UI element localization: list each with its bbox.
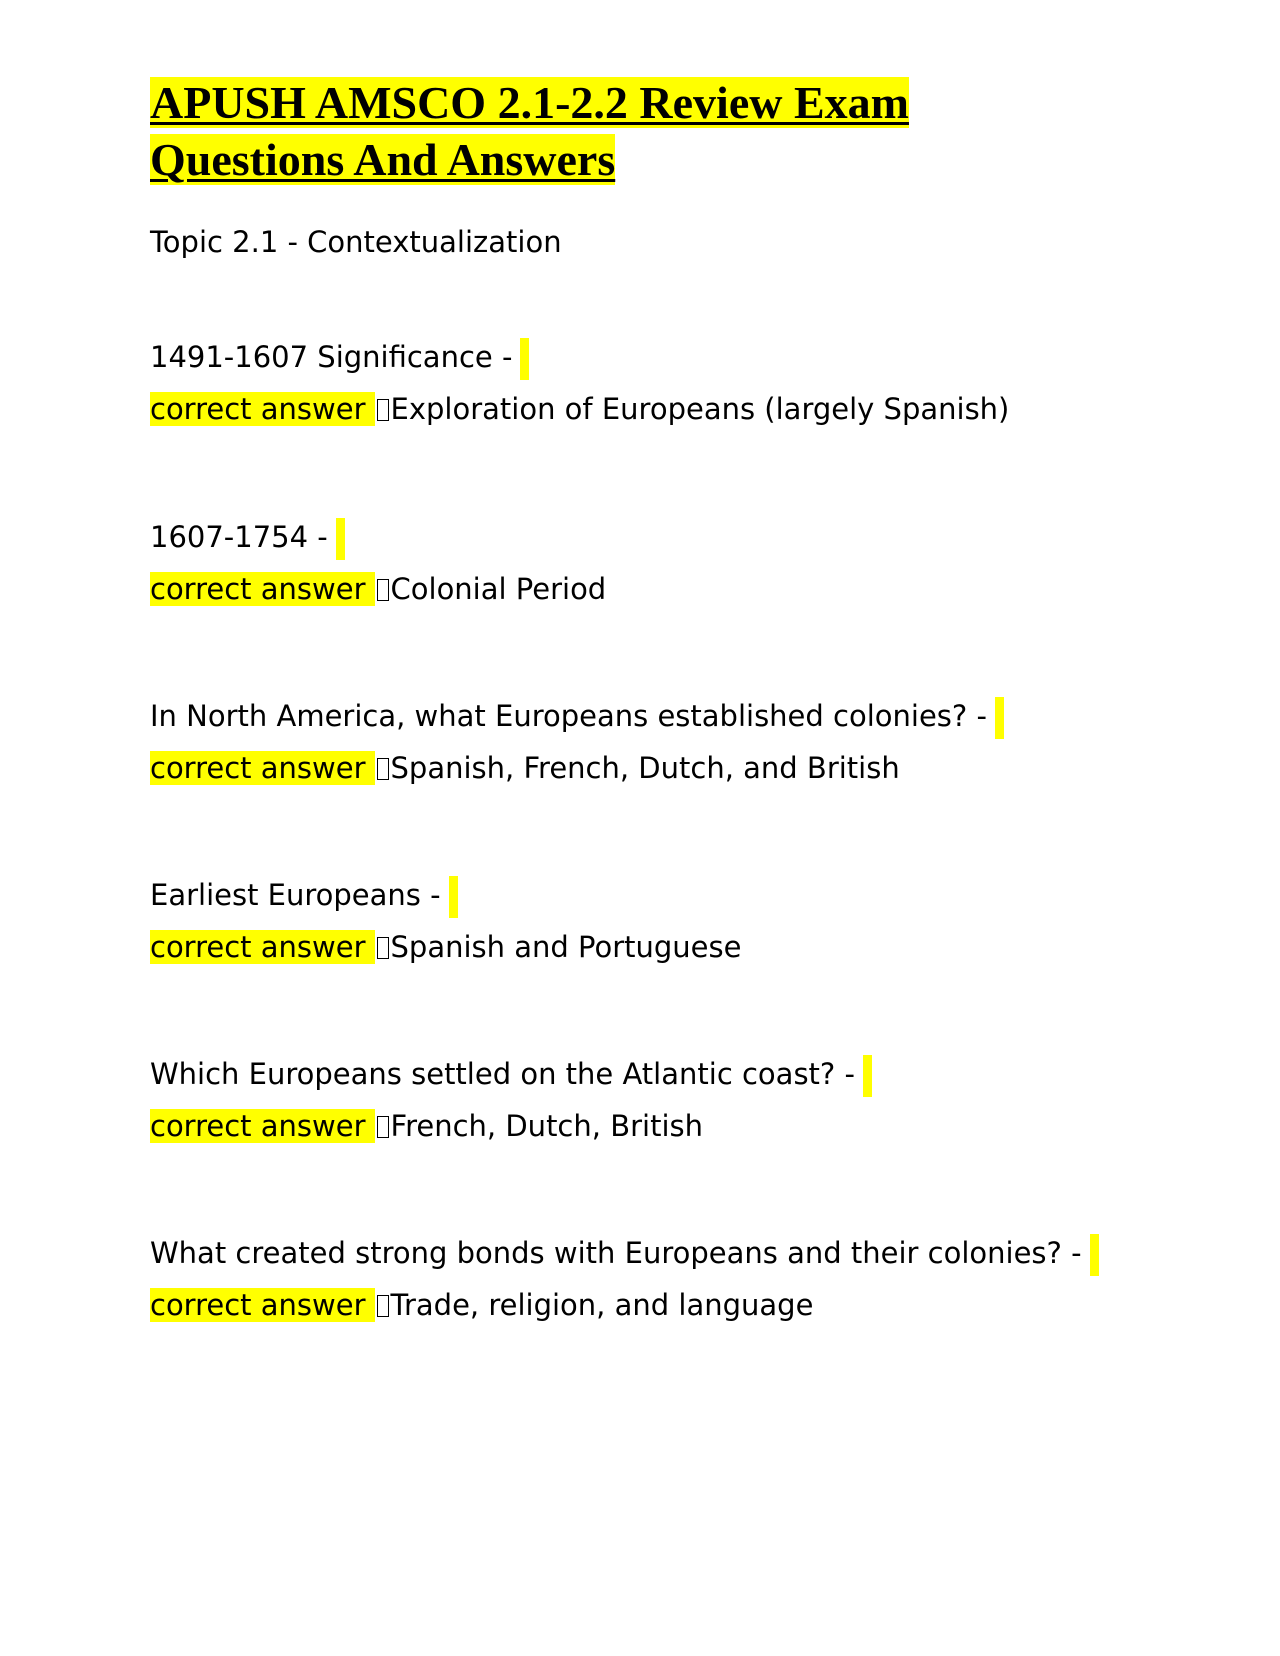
answer-line	[150, 1278, 1150, 1332]
question-line	[150, 332, 1150, 382]
question-line	[150, 1228, 1150, 1278]
question-line	[150, 691, 1150, 741]
answer-line	[150, 741, 1150, 795]
highlight-marker	[449, 876, 458, 918]
answer-line	[150, 1099, 1150, 1153]
highlight-marker	[863, 1055, 872, 1097]
answer-text: Colonial Period	[390, 572, 607, 606]
document-title	[150, 74, 1050, 188]
highlight-marker	[336, 518, 345, 560]
missing-glyph-icon	[377, 937, 389, 959]
missing-glyph-icon	[377, 399, 389, 421]
answer-text: Spanish and Portuguese	[390, 930, 742, 964]
answer-label: correct answer	[150, 572, 375, 606]
missing-glyph-icon	[377, 1295, 389, 1317]
title-line-2: Questions And Answers	[150, 134, 616, 185]
answer-text: Trade, religion, and language	[390, 1288, 814, 1322]
answer-line	[150, 920, 1150, 974]
qa-item	[150, 1228, 1150, 1332]
highlight-marker	[1090, 1234, 1099, 1276]
missing-glyph-icon	[377, 758, 389, 780]
qa-item	[150, 870, 1150, 974]
answer-label: correct answer	[150, 1109, 375, 1143]
question-line	[150, 1049, 1150, 1099]
missing-glyph-icon	[377, 1116, 389, 1138]
answer-label: correct answer	[150, 392, 375, 426]
question-text: In North America, what Europeans established colonies? -	[150, 699, 987, 733]
topic-heading: Topic 2.1 - Contextualization	[150, 225, 562, 259]
answer-text: French, Dutch, British	[390, 1109, 703, 1143]
question-text: 1607-1754 -	[150, 520, 328, 554]
question-text: Earliest Europeans -	[150, 878, 441, 912]
highlight-marker	[520, 338, 529, 380]
highlight-marker	[995, 697, 1004, 739]
answer-text: Spanish, French, Dutch, and British	[390, 751, 900, 785]
question-line	[150, 870, 1150, 920]
missing-glyph-icon	[377, 579, 389, 601]
question-text: What created strong bonds with Europeans and their colonies? -	[150, 1236, 1082, 1270]
answer-label: correct answer	[150, 930, 375, 964]
question-line	[150, 512, 1150, 562]
answer-label: correct answer	[150, 751, 375, 785]
question-text: Which Europeans settled on the Atlantic coast? -	[150, 1057, 855, 1091]
qa-item	[150, 1049, 1150, 1153]
qa-item	[150, 512, 1150, 616]
qa-item	[150, 332, 1150, 436]
answer-text: Exploration of Europeans (largely Spanish)	[390, 392, 1010, 426]
answer-label: correct answer	[150, 1288, 375, 1322]
qa-item	[150, 691, 1150, 795]
question-text: 1491-1607 Significance -	[150, 340, 513, 374]
title-line-1: APUSH AMSCO 2.1-2.2 Review Exam	[150, 77, 909, 128]
answer-line	[150, 382, 1150, 436]
answer-line	[150, 562, 1150, 616]
